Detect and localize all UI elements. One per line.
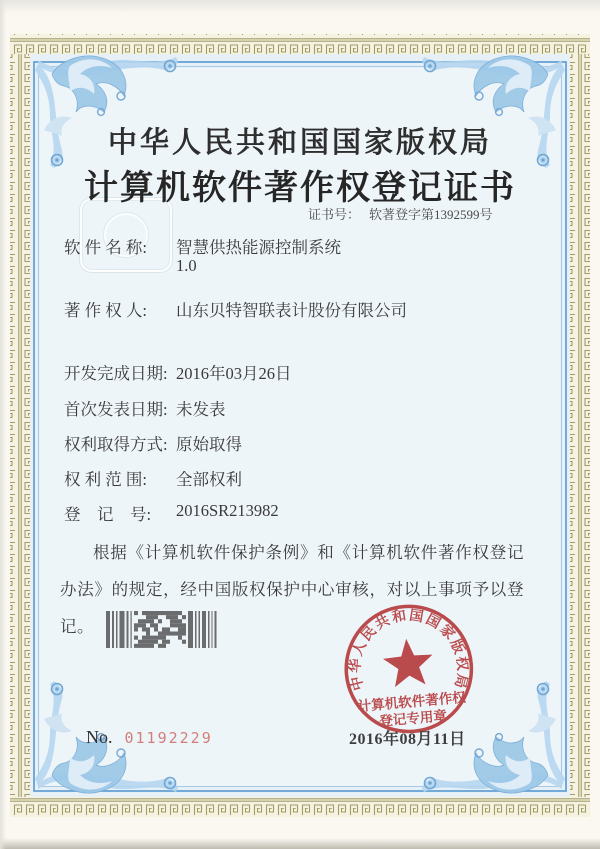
field-value: 2016年03月26日 [176, 364, 292, 383]
registration-statement: 根据《计算机软件保护条例》和《计算机软件著作权登记办法》的规定，经中国版权保护中心审核，对以上事项予以登记。 [60, 543, 524, 636]
field-label: 权利取得方式: [64, 435, 168, 454]
gold-border-bottom [10, 797, 590, 817]
field-software-name [64, 234, 341, 275]
seal-text-line2: 登记专用章 [378, 708, 448, 729]
authority-title: 中华人民共和国国家版权局 [107, 127, 492, 159]
field-label: 软 件 名 称: [64, 238, 147, 257]
field-copyright-owner [64, 297, 407, 321]
field-first-publish-date [64, 396, 226, 420]
field-value: 2016SR213982 [176, 501, 279, 520]
field-value: 智慧供热能源控制系统 [176, 238, 341, 257]
field-value: 原始取得 [176, 435, 242, 454]
field-value: 未发表 [176, 400, 226, 419]
field-value: 山东贝特智联表计股份有限公司 [176, 301, 407, 320]
field-registration-number [64, 501, 279, 525]
field-label: 开发完成日期: [64, 364, 168, 383]
field-label: 首次发表日期: [64, 400, 168, 419]
seal-star-icon [381, 637, 435, 688]
issue-date: 2016年08月11日 [349, 731, 466, 748]
certificate-number-value: 软著登字第1392599号 [369, 207, 493, 222]
serial-value: 01192229 [124, 729, 213, 747]
field-value-version: 1.0 [176, 256, 197, 275]
gold-border-top [10, 34, 590, 54]
field-label: 著 作 权 人: [64, 301, 147, 320]
seal-ring-text: 中华人民共和国国家版权局 [347, 607, 471, 692]
field-rights-acquisition [64, 431, 242, 455]
certificate-title: 计算机软件著作权登记证书 [84, 170, 516, 207]
seal-text-line1: 计算机软件著作权 [357, 689, 467, 715]
field-label: 权 利 范 围: [64, 470, 147, 489]
certificate-number-label: 证书号： [308, 207, 361, 222]
serial-label: No. [86, 727, 113, 747]
certificate-number [308, 204, 493, 223]
serial-number [86, 727, 213, 748]
field-value: 全部权利 [176, 470, 242, 489]
field-rights-scope [64, 466, 242, 490]
field-label: 登 记 号: [64, 505, 152, 524]
barcode [106, 611, 220, 648]
field-dev-complete-date [64, 360, 292, 384]
